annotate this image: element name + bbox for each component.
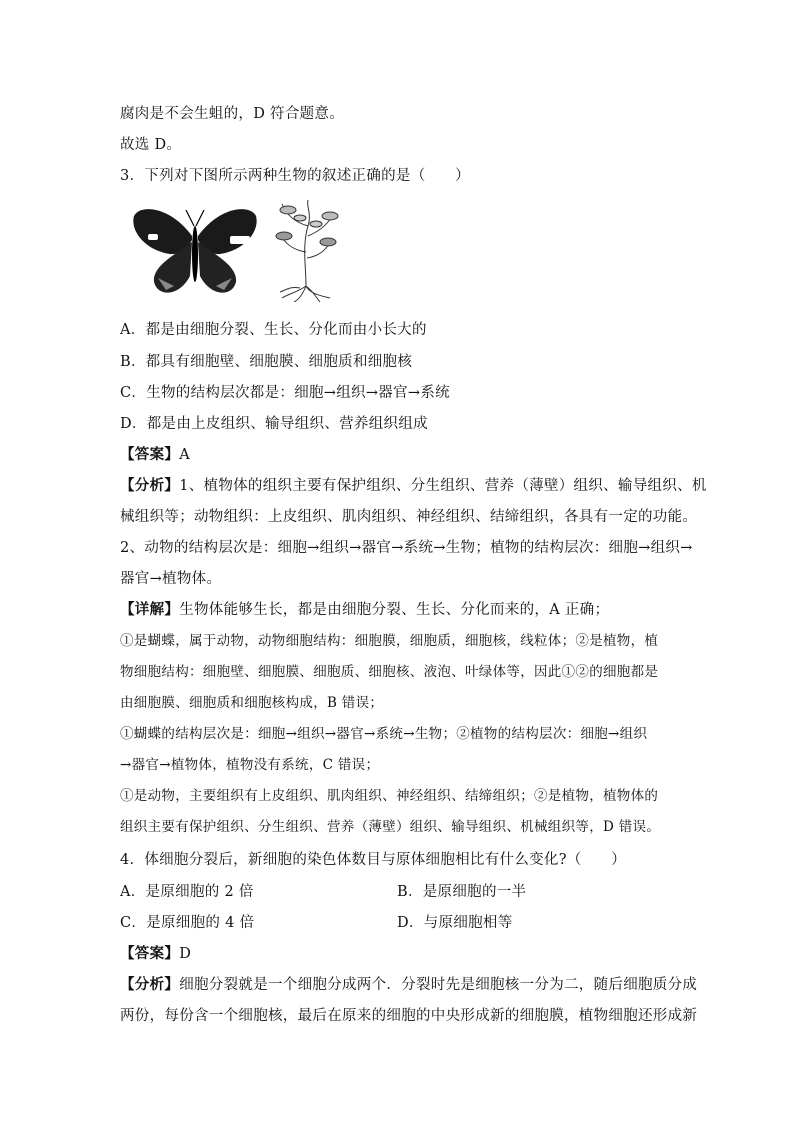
answer-line: 【答案】D [120,945,192,962]
option-d: D．与原细胞相等 [397,915,513,931]
question-3-figure [130,196,350,302]
detail-line: 【详解】生物体能够生长，都是由细胞分裂、生长、分化而来的，A 正确； [120,601,610,618]
text-line: 2、动物的结构层次是：细胞→组织→器官→系统→生物；植物的结构层次：细胞→组织→ [120,540,693,556]
text-line: 两份，每份含一个细胞核，最后在原来的细胞的中央形成新的细胞膜，植物细胞还形成新 [120,1008,698,1024]
text-line: 物细胞结构：细胞壁、细胞膜、细胞质、细胞核、液泡、叶绿体等，因此①②的细胞都是 [120,664,659,680]
text-line: ①是蝴蝶，属于动物，动物细胞结构：细胞膜，细胞质，细胞核，线粒体；②是植物，植 [120,633,659,649]
text-line: 械组织等；动物组织：上皮组织、肌肉组织、神经组织、结缔组织，各具有一定的功能。 [120,509,698,525]
plant-icon [276,200,338,302]
butterfly-icon [133,209,256,293]
butterfly-and-plant-image [130,196,350,302]
text-line: 组织主要有保护组织、分生组织、营养（薄壁）组织、输导组织、机械组织等，D 错误。 [120,819,661,835]
option-d: D．都是由上皮组织、输导组织、营养组织组成 [120,416,428,432]
answer-line: 【答案】A [120,446,190,463]
option-c: C．生物的结构层次都是：细胞→组织→器官→系统 [120,385,450,401]
option-a: A．都是由细胞分裂、生长、分化而由小长大的 [120,322,427,338]
question-3-stem: 3．下列对下图所示两种生物的叙述正确的是（ ） [120,168,470,184]
text-line: 腐肉是不会生蛆的，D 符合题意。 [120,106,345,122]
analysis-line: 【分析】细胞分裂就是一个细胞分成两个．分裂时先是细胞核一分为二，随后细胞质分成 [120,976,698,993]
text-line: 由细胞膜、细胞质和细胞核构成，B 错误； [120,695,384,711]
analysis-line: 【分析】1、植物体的组织主要有保护组织、分生组织、营养（薄壁）组织、输导组织、机 [120,477,707,494]
question-4-stem: 4．体细胞分裂后，新细胞的染色体数目与原体细胞相比有什么变化?（ ） [120,852,626,868]
text-line: ①蝴蝶的结构层次是：细胞→组织→器官→系统→生物；②植物的结构层次：细胞→组织 [120,726,648,742]
text-line: 故选 D。 [120,137,182,153]
option-a: A．是原细胞的 2 倍 [120,884,254,900]
option-b: B．都具有细胞壁、细胞膜、细胞质和细胞核 [120,354,413,370]
text-line: 器官→植物体。 [120,571,222,587]
option-c: C．是原细胞的 4 倍 [120,915,255,931]
text-line: →器官→植物体，植物没有系统，C 错误； [120,757,380,773]
text-line: ①是动物，主要组织有上皮组织、肌肉组织、神经组织、结缔组织；②是植物，植物体的 [120,788,659,804]
option-b: B．是原细胞的一半 [397,884,527,900]
